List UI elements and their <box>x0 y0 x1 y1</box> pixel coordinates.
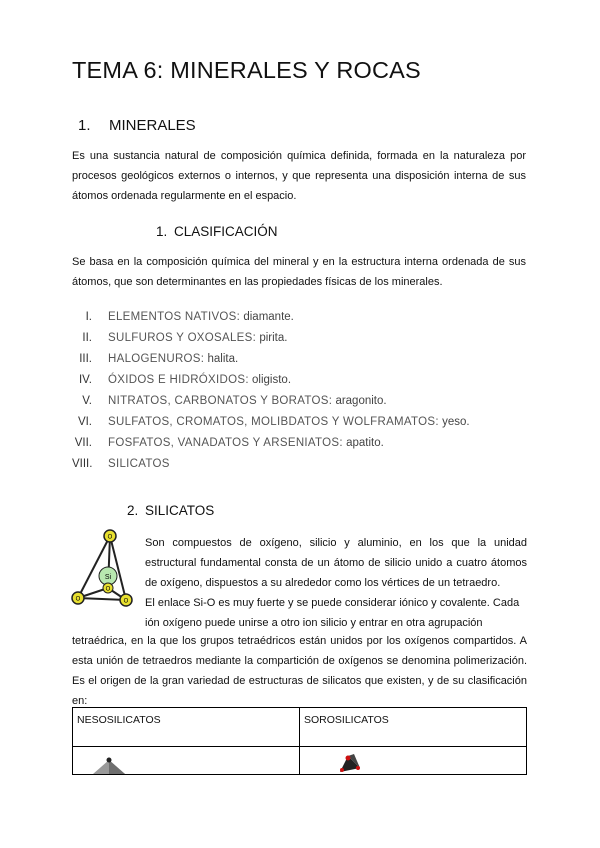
class-example: yeso. <box>442 416 470 428</box>
list-item <box>72 454 532 475</box>
classification-intro: Se basa en la composición química del mineral y en la estructura interna ordenada de sus átomos, que son determinantes en las propiedades físicas de los minerales. <box>72 256 526 288</box>
list-item <box>72 433 532 454</box>
roman-numeral: V. <box>82 395 92 407</box>
roman-numeral: III. <box>79 353 92 365</box>
class-name: SULFUROS Y OXOSALES: <box>108 332 257 344</box>
nesosilicate-tetrahedron-icon <box>89 752 129 774</box>
class-name: SILICATOS <box>108 458 170 470</box>
roman-numeral: VI. <box>77 416 92 428</box>
list-item <box>72 391 532 412</box>
silicon-tetrahedron-diagram <box>68 528 144 610</box>
roman-numeral: I. <box>85 311 92 323</box>
class-example: oligisto. <box>252 374 292 386</box>
subsection-title: SILICATOS <box>145 503 215 518</box>
silicates-bond-line1: El enlace Si-O es muy fuerte y se puede considerar iónico y covalente. Cada <box>145 597 520 609</box>
silicon-label: Si <box>104 574 112 581</box>
subsection-heading-clasificacion <box>156 224 278 239</box>
roman-numeral: IV. <box>78 374 92 386</box>
subsection-number: 2. <box>127 503 139 518</box>
class-name: HALOGENUROS: <box>108 353 205 365</box>
list-item <box>72 349 532 370</box>
oxygen-label: O <box>107 534 113 541</box>
class-name: FOSFATOS, VANADATOS Y ARSENIATOS: <box>108 437 343 449</box>
section-number: 1. <box>78 117 91 134</box>
class-name: SULFATOS, CROMATOS, MOLIBDATOS Y WOLFRAMATOS: <box>108 416 439 428</box>
list-item <box>72 412 532 433</box>
list-item <box>72 328 532 349</box>
section-heading-minerales <box>78 117 196 134</box>
roman-numeral: VIII. <box>72 458 93 470</box>
mineral-definition: Es una sustancia natural de composición química definida, formada en la naturaleza por procesos geológicos externos o internos, y que representa una disposición interna de sus átomos ordenada regularmente en el espacio. <box>72 150 526 202</box>
class-name: ÓXIDOS E HIDRÓXIDOS: <box>108 374 249 386</box>
silicates-bond-rest: tetraédrica, en la que los grupos tetraédricos están unidos por los oxígenos compartidos. A esta unión de tetraedros mediante la compartición de oxígenos se denomina polimerización. Es el origen de la gran variedad de estructuras de silicatos que existen, y de su clasificación en: <box>72 635 527 707</box>
silicate-types-table <box>72 707 527 775</box>
silicates-bond-line2: ión oxígeno puede unirse a otro ion silicio y entrar en otra agrupación <box>145 617 483 629</box>
subsection-heading-silicatos <box>127 503 214 518</box>
list-item <box>72 307 532 328</box>
roman-numeral: VII. <box>74 437 92 449</box>
subsection-title: CLASIFICACIÓN <box>174 224 278 239</box>
subsection-number: 1. <box>156 224 168 239</box>
class-example: diamante. <box>243 311 294 323</box>
nesosilicate-cell <box>73 746 300 774</box>
class-example: aragonito. <box>335 395 387 407</box>
class-example: apatito. <box>346 437 384 449</box>
table-header-sorosilicatos: SOROSILICATOS <box>300 708 527 747</box>
table-header-nesosilicatos: NESOSILICATOS <box>73 708 300 747</box>
sorosilicate-tetrahedron-icon <box>334 750 374 774</box>
oxygen-label: O <box>75 596 81 603</box>
oxygen-label: O <box>123 598 129 605</box>
sorosilicate-cell <box>300 746 527 774</box>
page-title: TEMA 6: MINERALES Y ROCAS <box>72 57 421 83</box>
oxygen-label: O <box>105 586 111 593</box>
list-item <box>72 370 532 391</box>
silicates-definition: Son compuestos de oxígeno, silicio y aluminio, en los que la unidad estructural fundamental consta de un átomo de silicio unido a cuatro átomos de oxígeno, dispuestos a su alrededor como los vértices de un tetraedro. <box>145 537 527 589</box>
section-title: MINERALES <box>109 117 196 134</box>
class-example: halita. <box>207 353 239 365</box>
class-name: NITRATOS, CARBONATOS Y BORATOS: <box>108 395 333 407</box>
mineral-classification-list <box>72 307 532 475</box>
class-name: ELEMENTOS NATIVOS: <box>108 311 241 323</box>
roman-numeral: II. <box>82 332 92 344</box>
class-example: pirita. <box>259 332 288 344</box>
